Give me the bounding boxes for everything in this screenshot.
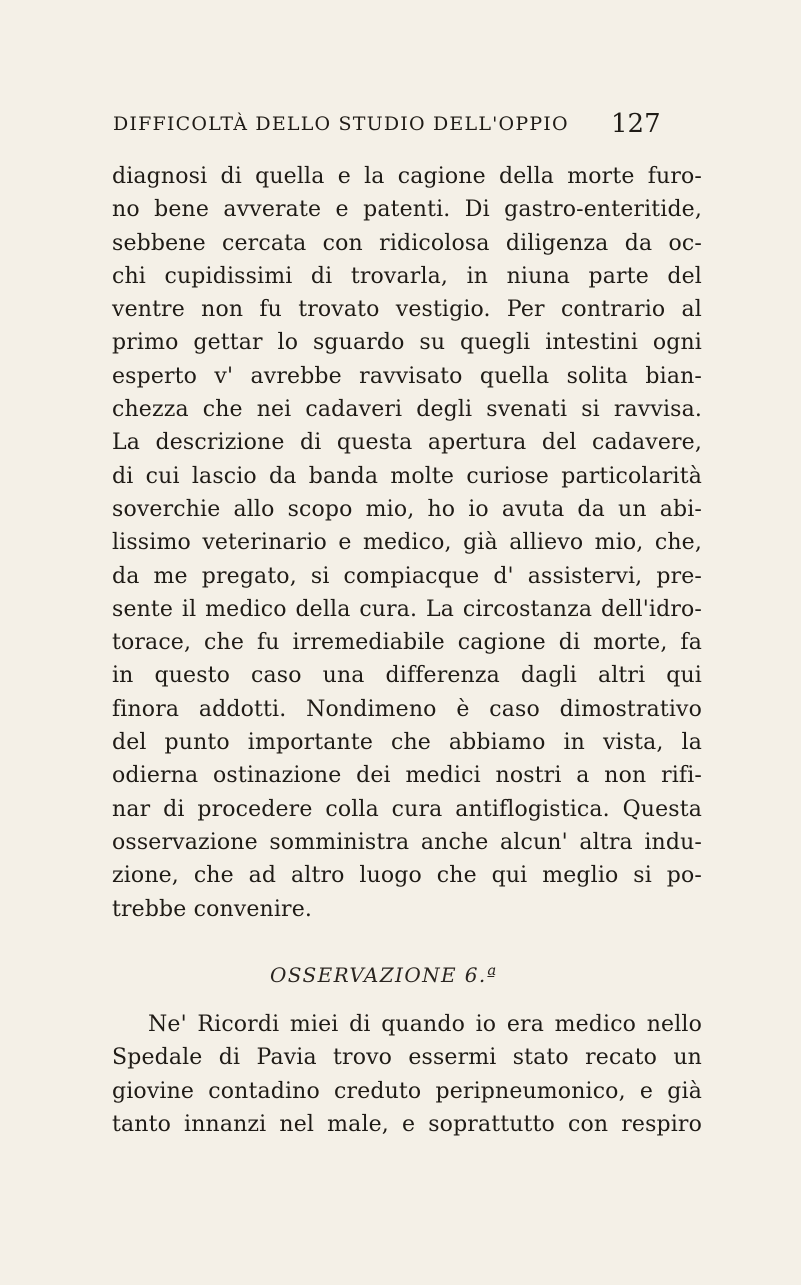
text-line: tanto innanzi nel male, e soprattutto con respiro xyxy=(112,1111,702,1137)
text-line: odierna ostinazione dei medici nostri a non rifi- xyxy=(112,763,702,789)
text-line: da me pregato, si compiacque d' assistervi, pre- xyxy=(112,563,702,589)
text-line: soverchie allo scopo mio, ho io avuta da un abi- xyxy=(112,496,702,522)
text-line: del punto importante che abbiamo in vista, la xyxy=(112,730,702,756)
paragraph-1 xyxy=(112,160,702,926)
text-line: La descrizione di questa apertura del cadavere, xyxy=(112,430,702,456)
text-line: sebbene cercata con ridicolosa diligenza da oc- xyxy=(112,230,702,256)
text-line: di cui lascio da banda molte curiose particolarità xyxy=(112,463,702,489)
text-line: chezza che nei cadaveri degli svenati si ravvisa. xyxy=(112,397,702,423)
text-line: diagnosi di quella e la cagione della morte furo- xyxy=(112,164,702,189)
text-line: lissimo veterinario e medico, già allievo mio, che, xyxy=(112,530,702,556)
text-line: chi cupidissimi di trovarla, in niuna parte del xyxy=(112,263,702,289)
text-line: osservazione somministra anche alcun' altra indu- xyxy=(112,829,702,855)
text-line: ventre non fu trovato vestigio. Per contrario al xyxy=(112,297,702,323)
text-line: torace, che fu irremediabile cagione di morte, fa xyxy=(112,630,702,656)
text-line: Ne' Ricordi miei di quando io era medico nello xyxy=(148,1012,702,1037)
text-line: finora addotti. Nondimeno è caso dimostrativo xyxy=(112,696,702,722)
running-head: DIFFICOLTÀ DELLO STUDIO DELL'OPPIO xyxy=(113,113,569,135)
page-header xyxy=(0,109,801,149)
text-line: trebbe convenire. xyxy=(112,896,313,922)
text-line: primo gettar lo sguardo su quegli intestini ogni xyxy=(112,330,702,356)
text-line: no bene avverate e patenti. Di gastro-enteritide, xyxy=(112,197,702,223)
text-line: nar di procedere colla cura antiflogistica. Questa xyxy=(112,796,702,822)
text-line: sente il medico della cura. La circostanza dell'idro- xyxy=(112,596,702,622)
paragraph-2 xyxy=(112,1008,702,1141)
text-line: zione, che ad altro luogo che qui meglio si po- xyxy=(112,863,702,889)
text-line: esperto v' avrebbe ravvisato quella solita bian- xyxy=(112,363,702,389)
page-number: 127 xyxy=(611,109,661,139)
section-heading: OSSERVAZIONE 6.ª xyxy=(270,963,498,987)
text-line: in questo caso una differenza dagli altri qui xyxy=(112,663,702,689)
text-line: Spedale di Pavia trovo essermi stato recato un xyxy=(112,1045,702,1071)
text-line: giovine contadino creduto peripneumonico, e già xyxy=(112,1078,702,1104)
